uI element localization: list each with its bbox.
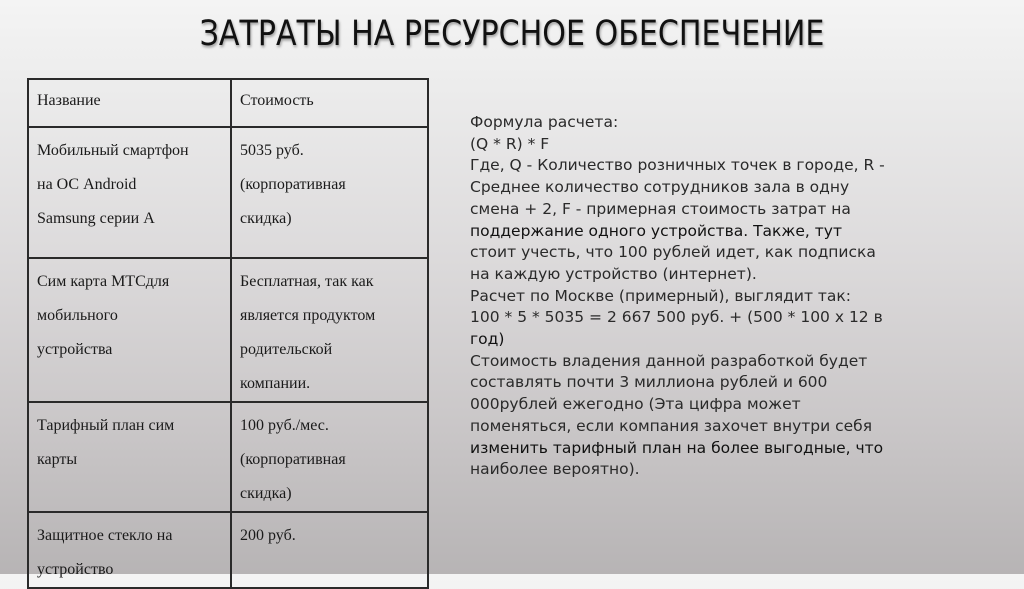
- formula-heading: Формула расчета:: [470, 113, 619, 131]
- table-row: [28, 258, 428, 402]
- text-line: поддержание одного устройства. Также, тут: [470, 221, 842, 240]
- cell-text: устройства: [37, 341, 113, 358]
- cell-text: является продуктом: [240, 307, 376, 324]
- cell-text: (корпоративная: [240, 176, 346, 193]
- cell-text: (корпоративная: [240, 451, 346, 468]
- text-line: смена + 2, F - примерная стоимость затрат на: [470, 199, 851, 218]
- table-row: [28, 512, 428, 588]
- cost-table: [27, 78, 429, 589]
- row-cost-cell: [231, 258, 428, 402]
- cell-text: Защитное стекло на: [37, 527, 173, 544]
- cell-text: родительской: [240, 341, 333, 358]
- text-line: составлять почти 3 миллиона рублей и 600: [470, 373, 828, 392]
- row-name-cell: [28, 258, 231, 402]
- table-row: [28, 402, 428, 512]
- cell-text: мобильного: [37, 307, 118, 324]
- table-row: [28, 127, 428, 258]
- cell-text: скидка): [240, 210, 292, 227]
- text-line: 000рублей ежегодно (Эта цифра может: [470, 395, 801, 414]
- header-name: Название: [28, 79, 231, 127]
- cell-text: карты: [37, 451, 78, 468]
- header-cost: Стоимость: [231, 79, 428, 127]
- text-line: стоит учесть, что 100 рублей идет, как подписка: [470, 243, 876, 262]
- cell-text: на ОС Android: [37, 176, 137, 193]
- row-cost-cell: [231, 402, 428, 512]
- formula-description: [470, 112, 1010, 481]
- cell-text: Мобильный смартфон: [37, 142, 189, 159]
- cell-text: 100 руб./мес.: [240, 417, 329, 434]
- calculation-line: 100 * 5 * 5035 = 2 667 500 руб. + (500 * 100 х 12 в: [470, 308, 883, 327]
- cell-text: 200 руб.: [240, 527, 296, 544]
- text-line: Расчет по Москве (примерный), выглядит так:: [470, 286, 852, 305]
- row-name-cell: [28, 127, 231, 258]
- text-line: Стоимость владения данной разработкой будет: [470, 351, 868, 370]
- cell-text: скидка): [240, 485, 292, 502]
- row-name-cell: [28, 402, 231, 512]
- text-line: Среднее количество сотрудников зала в одну: [470, 178, 850, 197]
- slide-title: ЗАТРАТЫ НА РЕСУРСНОЕ ОБЕСПЕЧЕНИЕ: [199, 14, 825, 54]
- text-line: Где, Q - Количество розничных точек в городе, R -: [470, 156, 885, 175]
- calculation-line: год): [470, 330, 505, 349]
- row-cost-cell: [231, 127, 428, 258]
- text-line: наиболее вероятно).: [470, 460, 640, 479]
- table-header-row: [28, 79, 428, 127]
- cell-text: Сим карта МТСдля: [37, 273, 170, 290]
- text-line: изменить тарифный план на более выгодные, что: [470, 438, 884, 457]
- cell-text: компании.: [240, 375, 311, 392]
- cell-text: устройство: [37, 561, 114, 578]
- formula-expression: (Q * R) * F: [470, 134, 550, 153]
- cell-text: Тарифный план сим: [37, 417, 175, 434]
- cell-text: Бесплатная, так как: [240, 273, 374, 290]
- cell-text: Samsung серии А: [37, 210, 155, 227]
- text-line: поменяться, если компания захочет внутри себя: [470, 416, 873, 435]
- row-name-cell: [28, 512, 231, 588]
- row-cost-cell: [231, 512, 428, 588]
- cell-text: 5035 руб.: [240, 142, 304, 159]
- text-line: на каждую устройство (интернет).: [470, 264, 757, 283]
